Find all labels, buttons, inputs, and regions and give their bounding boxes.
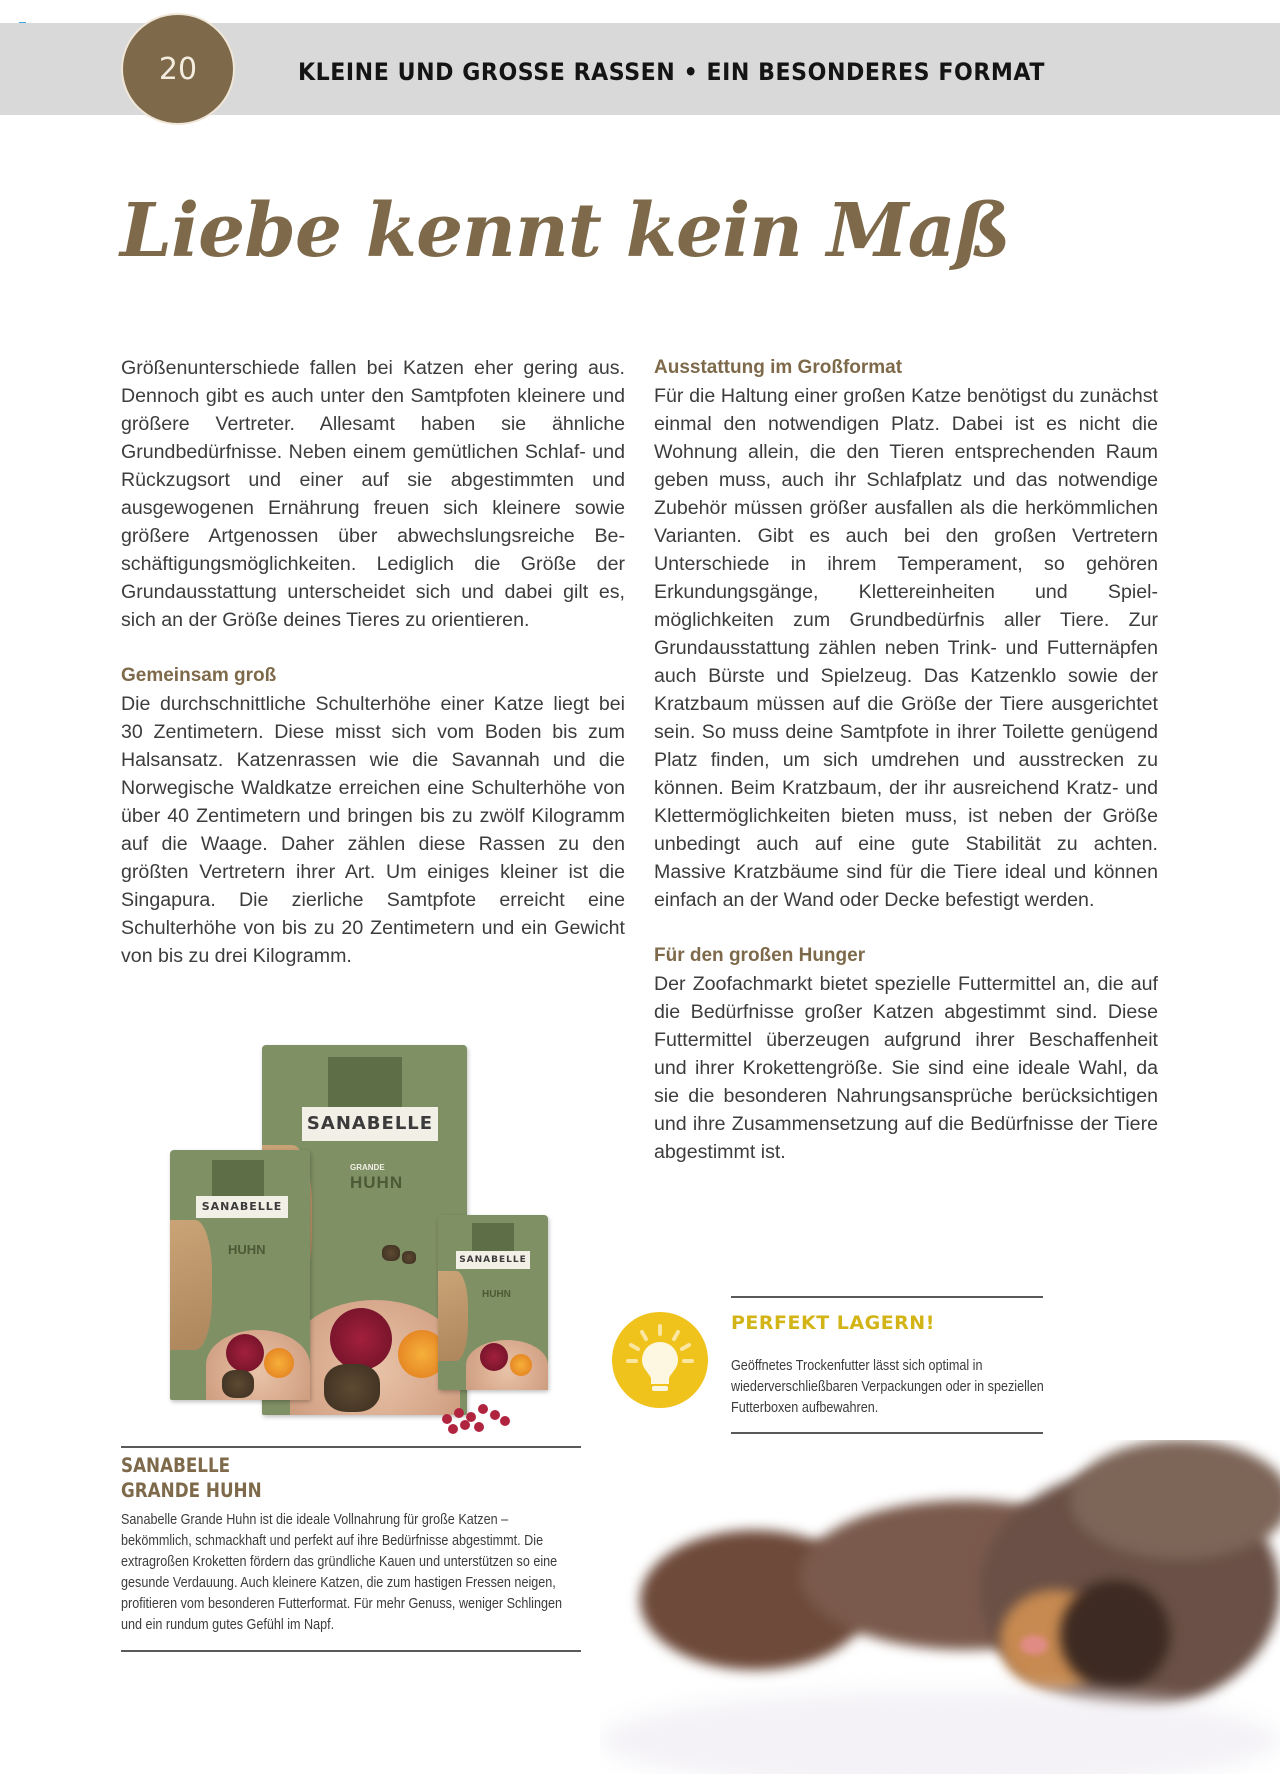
lightbulb-icon <box>612 1312 708 1408</box>
caption-rule-bottom <box>121 1650 581 1652</box>
section-body-hunger: Der Zoofachmarkt bietet spezielle Futtermittel an, die auf die Bedürfnisse großer Katzen abgestimmt sind. Diese Futtermittel überzeugen aufgrund ihrer Beschaffenheit und ihrer Krokettengröße. Sie sind eine ideale Wahl, da sie die besonderen Nahrungsansprüche berücksichtigen und ihre Zusammensetzung auf die Bedürfnisse der Tiere abgestimmt ist. <box>654 973 1158 1163</box>
caption-rule-top <box>121 1446 581 1448</box>
section-title: KLEINE UND GROSSE RASSEN • EIN BESONDERES FORMAT <box>298 58 1045 86</box>
left-column <box>121 354 625 970</box>
section-body-ausstattung: Für die Haltung einer großen Katze benötigst du zunächst einmal den notwendigen Platz. Dabei ist es nicht die Wohnung allein, die den Tieren entsprechenden Raum geben muss, auch ihr Schlafplatz und das notwendige Zubehör müssen größer ausfallen als die herkömmlichen Varianten. Gibt es auch bei den großen Vertretern Unterschiede in ihrem Temperament, so gehören Erkundungsgänge, Klettereinheiten und Spielmöglichkeiten zum Grundbedürfnis aller Tiere. Zur Grundausstattung zählen neben Trink- und Futternäpfen auch Bürste und Spielzeug. Das Katzenklo sowie der Kratzbaum müssen auf die Größe der Tiere ausgerichtet sein. So muss deine Samtpfote in ihrer Toilette genügend Platz finden, um sich umdrehen und ausstrecken zu können. Beim Kratzbaum, der ihr ausreichend Kratz- und Klettermöglichkeiten bieten muss, ist neben der Größe unbedingt auch auf eine gute Stabilität zu achten. Massive Kratzbäume sind für die Tiere ideal und können einfach an der Wand oder Decke befestigt werden. <box>654 385 1158 911</box>
bag-variant-small: HUHN <box>482 1289 511 1300</box>
bag-variant-top: GRANDE <box>350 1163 385 1172</box>
section-heading-hunger: Für den großen Hunger <box>654 945 866 966</box>
tip-title: PERFEKT LAGERN! <box>731 1312 935 1334</box>
product-caption-title <box>121 1453 262 1503</box>
cranberries-decoration <box>438 1396 528 1436</box>
bag-variant: HUHN <box>350 1173 404 1192</box>
product-image <box>170 1040 560 1440</box>
bag-brand-label-small: SANABELLE <box>456 1251 530 1269</box>
page-headline: Liebe kennt kein Maß <box>120 188 1010 274</box>
section-heading-gemeinsam-gross: Gemeinsam groß <box>121 665 277 686</box>
page-number: 20 <box>158 51 198 87</box>
section-body-gemeinsam-gross: Die durchschnittliche Schulterhöhe einer Katze liegt bei 30 Zentimetern. Diese misst sich vom Boden bis zum Halsansatz. Katzenrassen wie die Savannah und die Norwegische Waldkatze erreichen eine Schulterhöhe von über 40 Zentimetern und bringen bis zu zwölf Kilogramm auf die Waage. Daher zählen diese Rassen zu den größten Vertretern ihrer Art. Um einiges kleiner ist die Singapura. Die zierliche Samtpfote erreicht eine Schulterhöhe von bis zu 20 Zentimetern und ein Gewicht von bis zu drei Kilogramm. <box>121 693 625 967</box>
section-heading-ausstattung: Ausstattung im Großformat <box>654 357 903 378</box>
bag-brand-label: SANABELLE <box>302 1107 438 1141</box>
page-number-badge <box>121 13 235 125</box>
bag-variant-medium: HUHN <box>228 1242 266 1257</box>
product-caption-variant: GRANDE HUHN <box>121 1479 262 1502</box>
intro-paragraph: Größenunterschiede fallen bei Katzen eher gering aus. Dennoch gibt es auch unter den Samtpfoten kleinere und größere Vertreter. Allesamt haben sie ähnliche Grundbedürfnisse. Neben einem gemütlichen Schlaf- und Rückzugsort und einer auf sie abgestimmten und ausgewogenen Ernährung freuen sich kleinere sowie größere Artgenossen über abwechslungsreiche Beschäftigungsmöglichkeiten. Lediglich die Größe der Grundausstattung unterscheidet sich und dabei gilt es, sich an der Größe deines Tieres zu orientieren. <box>121 357 625 631</box>
tip-rule-bottom <box>731 1432 1043 1434</box>
right-column <box>654 354 1158 1166</box>
product-caption-brand: SANABELLE <box>121 1454 231 1477</box>
product-bag-small <box>438 1215 548 1390</box>
tip-body: Geöffnetes Trockenfutter lässt sich optimal in wiederverschließbaren Verpackungen oder in speziellen Futterboxen aufbewahren. <box>731 1358 1044 1416</box>
cat-photo <box>600 1440 1280 1774</box>
bag-brand-label-medium: SANABELLE <box>196 1196 288 1218</box>
product-caption-body <box>121 1510 582 1636</box>
product-caption-text: Sanabelle Grande Huhn ist die ideale Vollnahrung für große Katzen – bekömmlich, schmackhaft und perfekt auf ihre Bedürfnisse abgestimmt. Die extragroßen Kroketten fördern das gründliche Kauen und unterstützen so eine gesunde Verdauung. Auch kleinere Katzen, die zum hastigen Fressen neigen, profitieren vom besonderen Futterformat. Für mehr Genuss, weniger Schlingen und ein rundum gutes Gefühl im Napf. <box>121 1512 563 1633</box>
product-bag-medium <box>170 1150 310 1400</box>
tip-rule-top <box>731 1296 1043 1298</box>
